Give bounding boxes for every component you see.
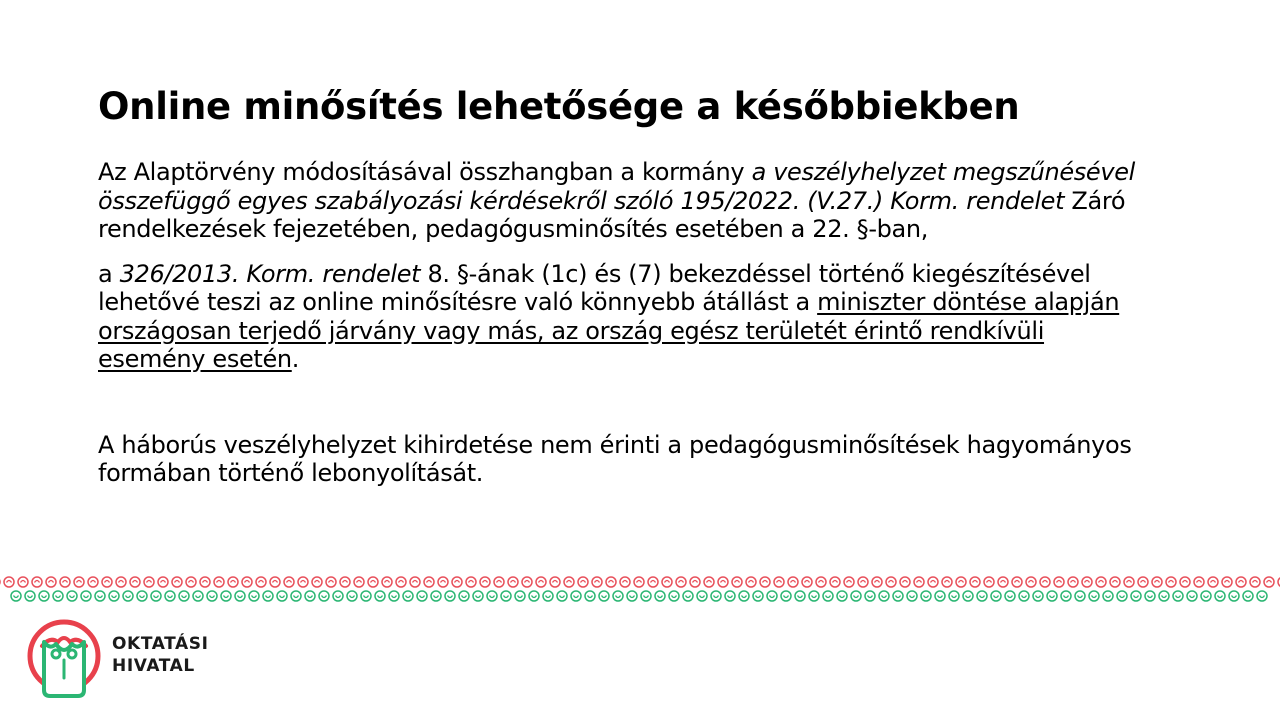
logo-line-2: HIVATAL — [112, 656, 195, 676]
logo-line-1: OKTATÁSI — [112, 634, 209, 654]
paragraph-2-text-b: 8. §-ának (1c) és (7) bekezdéssel történő kiegészítésével lehetővé teszi az online minősítésre való könnyebb átállást a — [98, 259, 1091, 316]
owl-logo-icon — [26, 616, 106, 700]
paragraph-2 — [98, 260, 1158, 374]
slide-body — [98, 158, 1158, 488]
decorative-border-red — [0, 575, 1280, 589]
paragraph-1-text-a: Az Alaptörvény módosításával összhangban a kormány — [98, 158, 752, 186]
slide-title: Online minősítés lehetősége a későbbiekben — [98, 85, 1020, 128]
decorative-border-green — [0, 589, 1280, 603]
paragraph-1-text-b: Záró rendelkezések fejezetében, pedagógusminősítés esetében a 22. §-ban, — [98, 186, 1126, 243]
logo-wordmark — [112, 633, 209, 677]
paragraph-1-decree-reference: a veszélyhelyzet megszűnésével összefüggő egyes szabályozási kérdésekről szóló 195/2022. (V.27.) Korm. rendelet — [98, 158, 1135, 215]
paragraph-1 — [98, 158, 1158, 244]
paragraph-2-underlined-condition: miniszter döntése alapján országosan terjedő járvány vagy más, az ország egész területét érintő rendkívüli esemény esetén — [98, 288, 1120, 373]
paragraph-2-text-c: . — [291, 345, 300, 373]
paragraph-2-text-a: a — [98, 259, 120, 288]
paragraph-3: A háborús veszélyhelyzet kihirdetése nem érinti a pedagógusminősítések hagyományos formában történő lebonyolítását. — [98, 430, 1132, 487]
paragraph-2-decree-reference: 326/2013. Korm. rendelet — [119, 259, 421, 288]
